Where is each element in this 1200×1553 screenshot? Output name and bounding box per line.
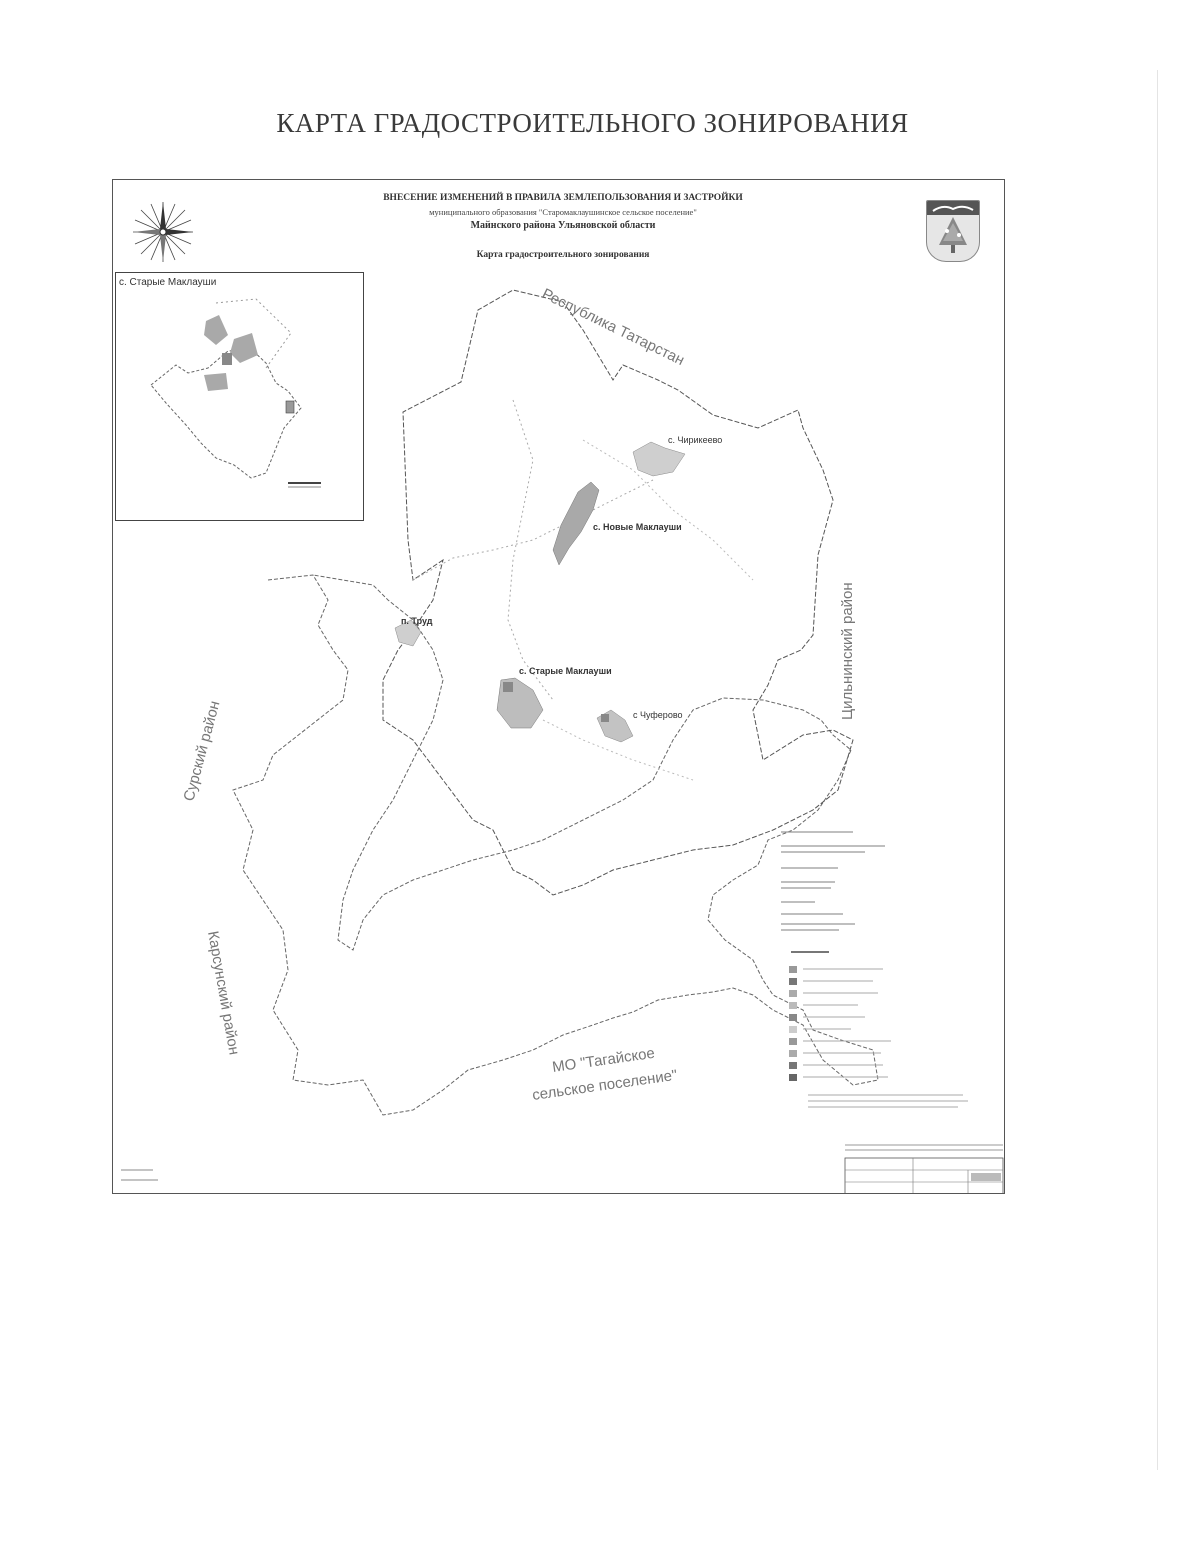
zone-starye-core [503,682,513,692]
label-sursky: Сурский район [180,698,224,804]
label-chuferovo: с Чуферово [633,710,683,720]
title-block [845,1145,1003,1193]
label-tagai-1: МО "Тагайское [551,1044,656,1076]
district-boundary-south [233,575,878,1115]
inset-title: с. Старые Маклауши [119,277,217,288]
label-starye: с. Старые Маклауши [519,666,612,676]
label-tatarstan: Республика Татарстан [539,285,688,370]
label-karsun: Карсунский район [204,929,243,1057]
label-tsilna: Цильнинский район [839,582,856,720]
legend [781,832,968,1107]
header-line-2: муниципального образования "Старомаклаушинское сельское поселение" [429,207,697,217]
header-line-1: ВНЕСЕНИЕ ИЗМЕНЕНИЙ В ПРАВИЛА ЗЕМЛЕПОЛЬЗОВАНИЯ И ЗАСТРОЙКИ [383,193,743,203]
zone-chuferovo-core [601,714,609,722]
label-chirikeevo: с. Чирикеево [668,435,723,445]
header-line-4: Карта градостроительного зонирования [476,250,650,260]
map-sheet [112,179,1005,1194]
district-boundary [383,290,853,895]
label-tagai-2: сельское поселение" [531,1066,679,1104]
scale-note [121,1170,158,1180]
page-title: КАРТА ГРАДОСТРОИТЕЛЬНОГО ЗОНИРОВАНИЯ [276,108,909,138]
main-map [113,180,1004,1193]
label-novye: с. Новые Маклауши [593,522,682,532]
label-trud: п. Труд [401,616,433,626]
scan-edge [1157,70,1158,1470]
header-line-3: Майнского района Ульяновской области [470,220,656,231]
zone-chirikeevo [633,442,685,476]
